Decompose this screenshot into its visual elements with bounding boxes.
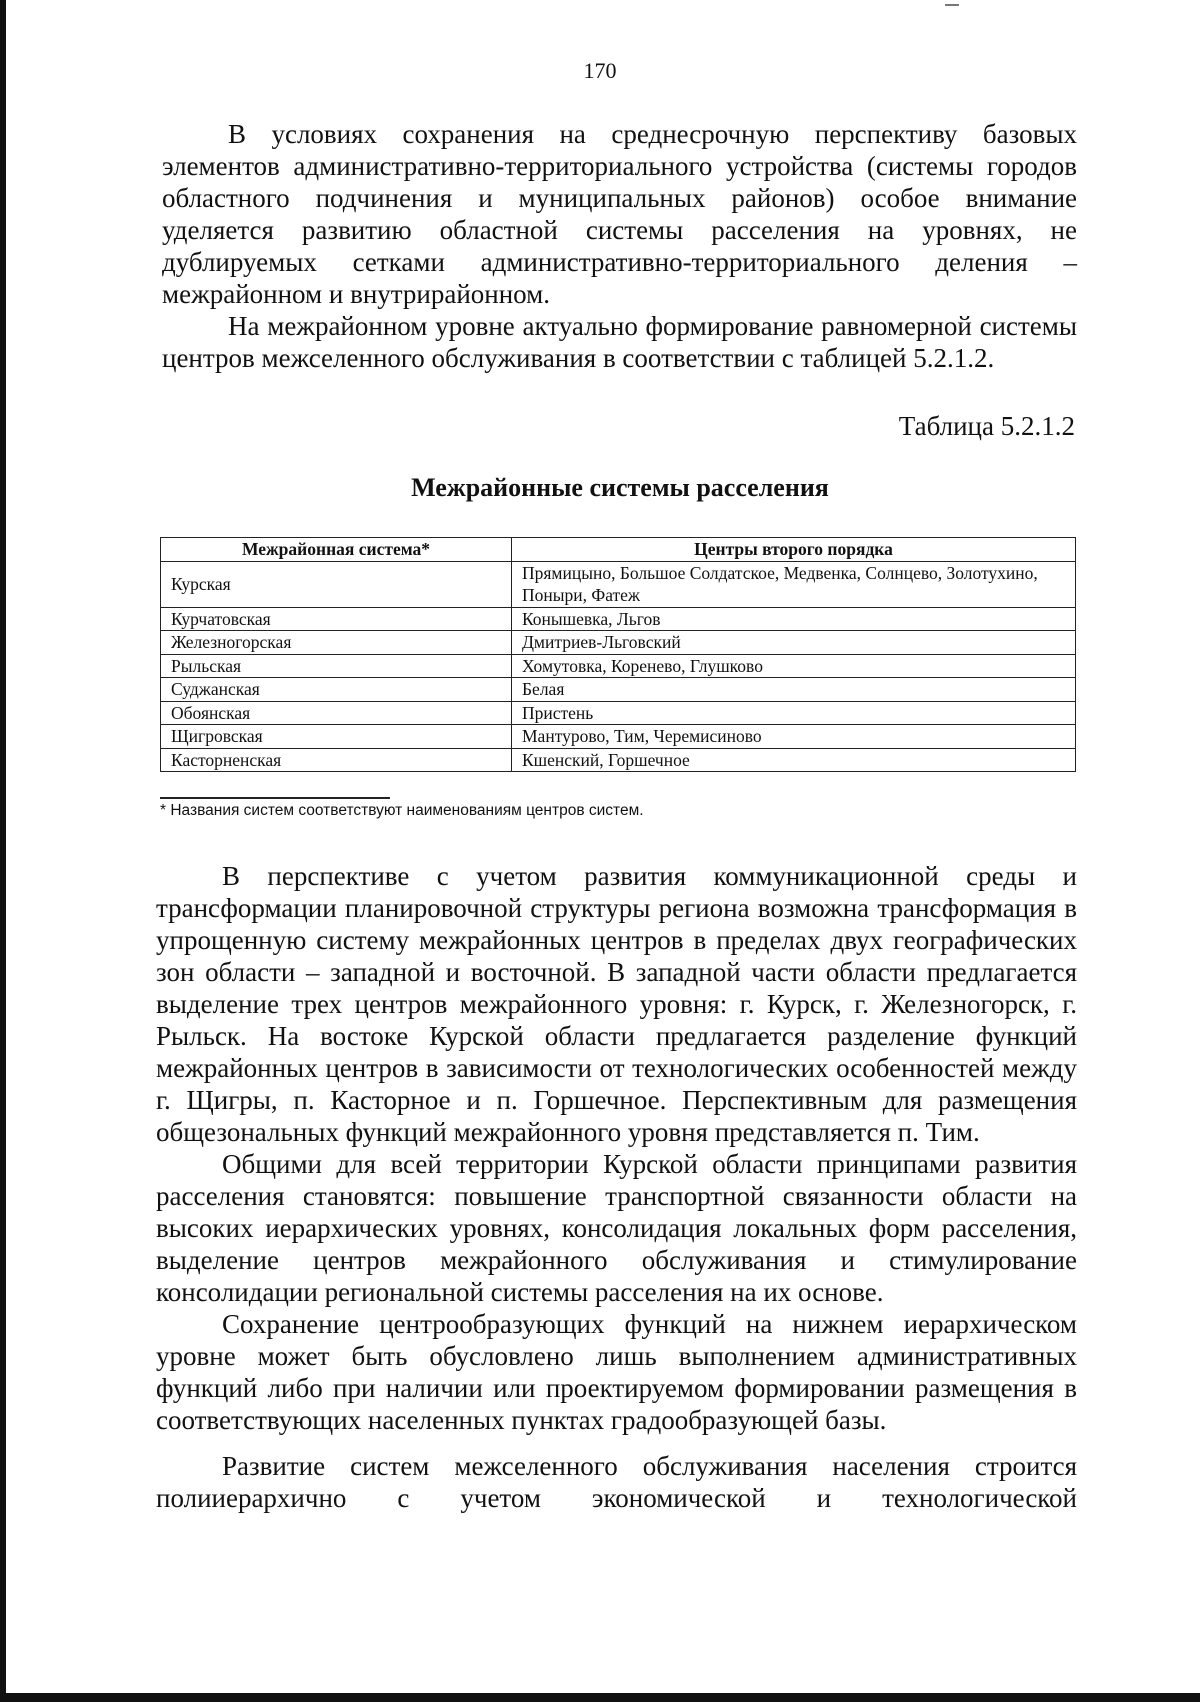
system-cell: Обоянская: [161, 701, 512, 725]
intro-paragraph-1: В условиях сохранения на среднесрочную перспективу базовых элементов административно-территориального устройства (системы городов областного подчинения и муниципальных районов) особое внимание уделяется развитию областной системы расселения на уровнях, не дублируемых сетками административно-территориального деления – межрайонном и внутрирайонном.: [162, 119, 1077, 309]
body-paragraph-3: Сохранение центрообразующих функций на нижнем иерархическом уровне может быть обусловлено лишь выполнением административных функций либо при наличии или проектируемом формировании размещения в соответствующих населенных пунктах градообразующей базы.: [156, 1309, 1077, 1435]
body-paragraph-1: В перспективе с учетом развития коммуникационной среды и трансформации планировочной структуры региона возможна трансформация в упрощенную систему межрайонных центров в пределах двух географических зон области – западной и восточной. В западной части области предлагается выделение трех центров межрайонного уровня: г. Курск, г. Железногорск, г. Рыльск. На востоке Курской области предлагается разделение функций межрайонных центров в зависимости от технологических особенностей между г. Щигры, п. Касторное и п. Горшечное. Перспективным для размещения общезональных функций межрайонного уровня представляется п. Тим.: [156, 861, 1077, 1147]
system-cell: Щигровская: [161, 725, 512, 749]
settlement-systems-table: [160, 537, 1076, 772]
centers-cell: Дмитриев-Льговский: [512, 631, 1076, 655]
centers-cell: Кшенский, Горшечное: [512, 748, 1076, 772]
column-header-centers: Центры второго порядка: [512, 538, 1076, 562]
scan-mark: [945, 4, 959, 6]
body-paragraph-2: Общими для всей территории Курской области принципами развития расселения становятся: повышение транспортной связанности области на высоких иерархических уровнях, консолидация локальных форм расселения, выделение центров межрайонного обслуживания и стимулирование консолидации региональной системы расселения на их основе.: [156, 1149, 1077, 1307]
body-paragraph-4: Развитие систем межселенного обслуживания населения строится полииерархично с учетом экономической и технологической: [156, 1451, 1077, 1513]
intro-paragraph-2: На межрайонном уровне актуально формирование равномерной системы центров межселенного обслуживания в соответствии с таблицей 5.2.1.2.: [162, 311, 1077, 373]
footnote: * Названия систем соответствуют наименованиям центров систем.: [160, 802, 644, 819]
table-row: [161, 631, 1076, 655]
table-title: Межрайонные системы расселения: [411, 473, 829, 502]
body-text: [156, 860, 1077, 1514]
footnote-divider: [160, 797, 390, 799]
table-row: [161, 748, 1076, 772]
centers-cell: Прямицыно, Большое Солдатское, Медвенка, Солнцево, Золотухино, Поныри, Фатеж: [512, 561, 1076, 607]
scan-border-bottom: [0, 1693, 1200, 1702]
table-header-row: [161, 538, 1076, 562]
table-row: [161, 654, 1076, 678]
intro-text: [162, 118, 1077, 374]
table-row: [161, 678, 1076, 702]
system-cell: Железногорская: [161, 631, 512, 655]
centers-cell: Пристень: [512, 701, 1076, 725]
table-row: [161, 701, 1076, 725]
centers-cell: Хомутовка, Кореневo, Глушково: [512, 654, 1076, 678]
table-row: [161, 607, 1076, 631]
system-cell: Рыльская: [161, 654, 512, 678]
table-row: [161, 725, 1076, 749]
column-header-system: Межрайонная система*: [161, 538, 512, 562]
table-label: Таблица 5.2.1.2: [898, 411, 1075, 441]
centers-cell: Мантурово, Тим, Черемисиново: [512, 725, 1076, 749]
table-row: [161, 561, 1076, 607]
system-cell: Касторненская: [161, 748, 512, 772]
system-cell: Курчатовская: [161, 607, 512, 631]
system-cell: Курская: [161, 561, 512, 607]
system-cell: Суджанская: [161, 678, 512, 702]
scan-border-left: [0, 0, 6, 1702]
centers-cell: Конышевка, Льгов: [512, 607, 1076, 631]
page-number: 170: [583, 58, 617, 83]
centers-cell: Белая: [512, 678, 1076, 702]
